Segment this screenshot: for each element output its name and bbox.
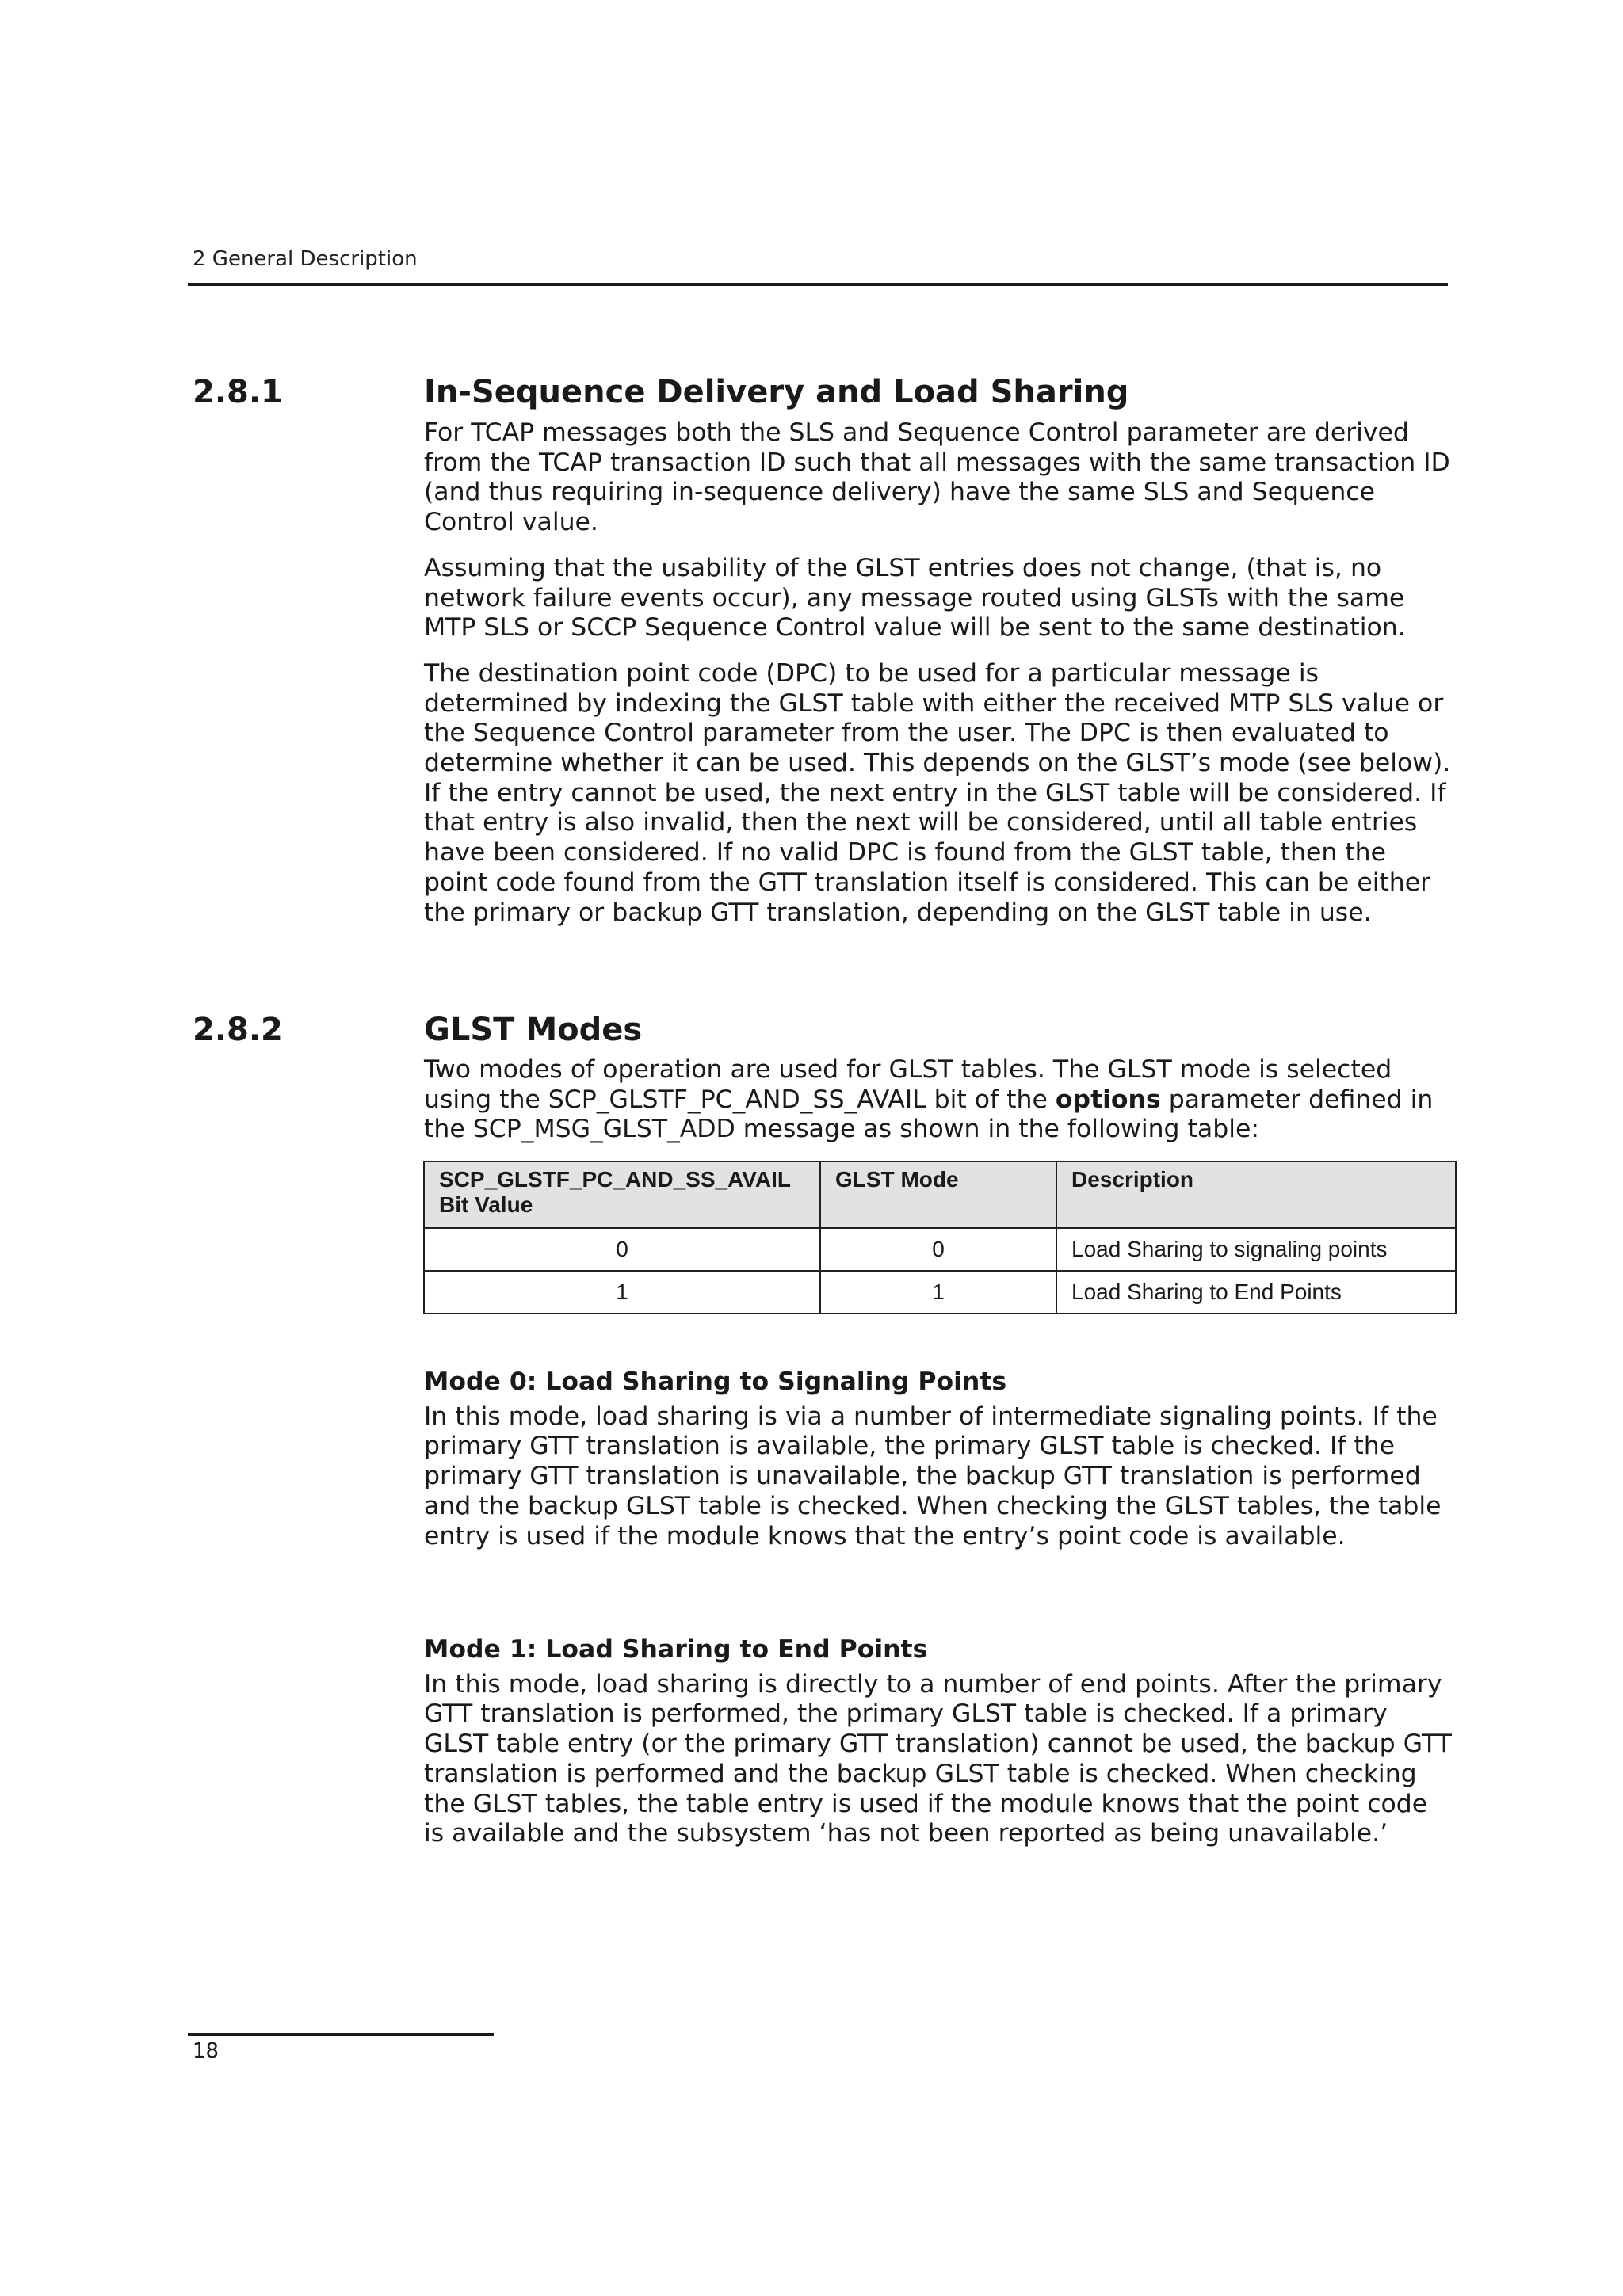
- glst-modes-table: [423, 1161, 1457, 1314]
- footer-rule: [188, 2033, 494, 2036]
- section-title-2-8-2: GLST Modes: [424, 1012, 643, 1048]
- paragraph: Assuming that the usability of the GLST entries does not change, (that is, no network failure events occur), any message routed using GLSTs with the same MTP SLS or SCCP Sequence Control value will be sent to the same destination.: [424, 553, 1406, 643]
- mode1-block: [424, 1635, 1454, 1865]
- mode1-text: In this mode, load sharing is directly to a number of end points. After the primary GTT translation is performed, the primary GLST table is checked. If a primary GLST table entry (or the primary GTT translation) cannot be used, the backup GTT translation is performed and the backup GLST table is checked. When checking the GLST tables, the table entry is used if the module knows that the point code is available and the subsystem ‘has not been reported as being unavailable.’: [424, 1669, 1452, 1848]
- mode0-text: In this mode, load sharing is via a number of intermediate signaling points. If the primary GTT translation is available, the primary GLST table is checked. If the primary GTT translation is unavailable, the backup GTT translation is performed and the backup GLST table is checked. When checking the GLST tables, the table entry is used if the module knows that the entry’s point code is available.: [424, 1402, 1442, 1550]
- header-rule: [188, 283, 1448, 286]
- column-header-bit-value: SCP_GLSTF_PC_AND_SS_AVAIL Bit Value: [424, 1161, 820, 1228]
- section-body-2-8-1: [424, 418, 1454, 944]
- section-title-2-8-1: In-Sequence Delivery and Load Sharing: [424, 374, 1129, 410]
- section-intro-2-8-2: [424, 1055, 1454, 1161]
- table-cell: 0: [424, 1228, 820, 1271]
- table-cell: 1: [424, 1271, 820, 1314]
- intro-text: parameter defined in the SCP_MSG_GLST_ADD message as shown in the following table:: [424, 1085, 1434, 1144]
- options-keyword: options: [1055, 1085, 1161, 1114]
- column-header-glst-mode: GLST Mode: [820, 1161, 1056, 1228]
- section-number-2-8-1: 2.8.1: [193, 374, 283, 410]
- table-cell: 1: [820, 1271, 1056, 1314]
- table-row: [424, 1271, 1456, 1314]
- mode1-heading: Mode 1: Load Sharing to End Points: [424, 1635, 928, 1664]
- intro-paragraph: [424, 1055, 1454, 1145]
- table-cell: Load Sharing to signaling points: [1056, 1228, 1456, 1271]
- paragraph: The destination point code (DPC) to be used for a particular message is determined by indexing the GLST table with either the received MTP SLS value or the Sequence Control parameter from the user. The DPC is then evaluated to determine whether it can be used. This depends on the GLST’s mode (see below). If the entry cannot be used, the next entry in the GLST table will be considered. If that entry is also invalid, then the next will be considered, until all table entries have been considered. If no valid DPC is found from the GLST table, then the point code found from the GTT translation itself is considered. This can be either the primary or backup GTT translation, depending on the GLST table in use.: [424, 658, 1451, 927]
- paragraph: For TCAP messages both the SLS and Sequence Control parameter are derived from the TCAP transaction ID such that all messages with the same transaction ID (and thus requiring in-sequence delivery) have the same SLS and Sequence Control value.: [424, 418, 1450, 537]
- table-cell: 0: [820, 1228, 1056, 1271]
- section-number-2-8-2: 2.8.2: [193, 1012, 283, 1048]
- column-header-description: Description: [1056, 1161, 1456, 1228]
- mode0-heading: Mode 0: Load Sharing to Signaling Points: [424, 1367, 1007, 1396]
- table-row: [424, 1228, 1456, 1271]
- table-header-row: [424, 1161, 1456, 1228]
- mode0-block: [424, 1367, 1454, 1567]
- table-cell: Load Sharing to End Points: [1056, 1271, 1456, 1314]
- running-header: 2 General Description: [193, 247, 418, 271]
- page-number: 18: [193, 2039, 220, 2063]
- intro-text: Two modes of operation are used for GLST tables. The GLST mode is selected using the SCP_GLSTF_PC_AND_SS_AVAIL bit of the: [424, 1055, 1392, 1114]
